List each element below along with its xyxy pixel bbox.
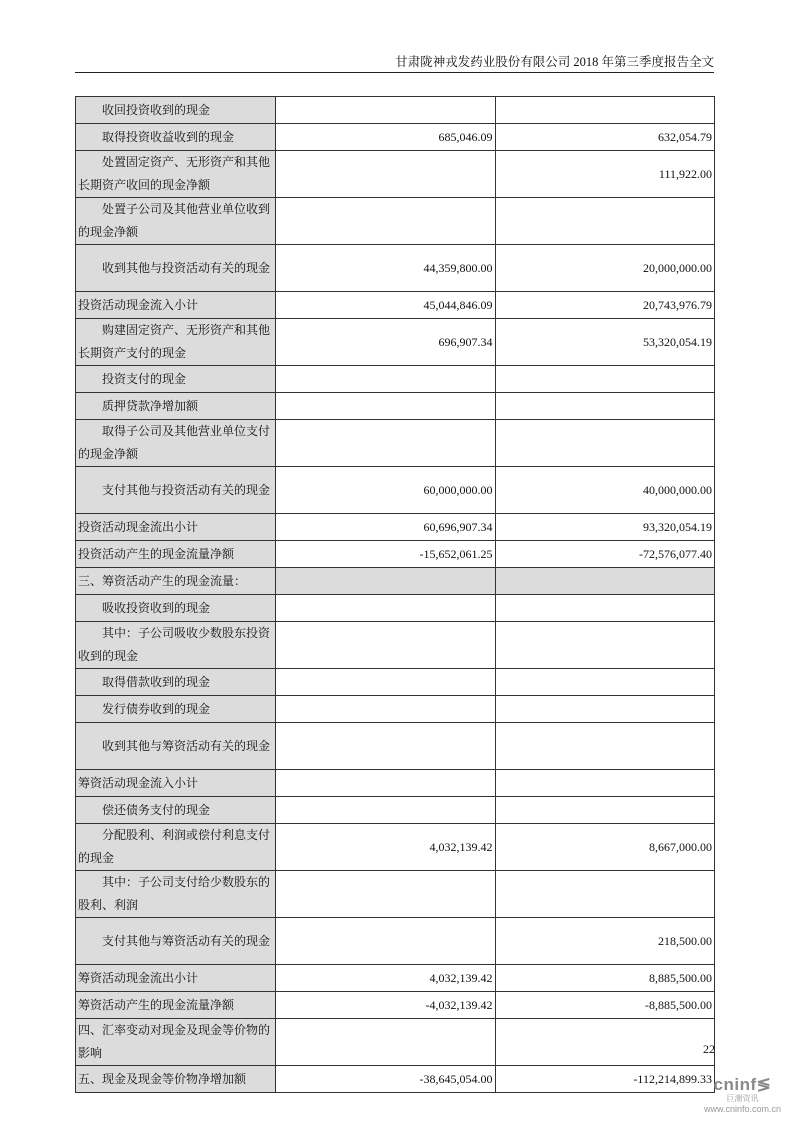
current-period-value [276, 420, 496, 467]
cninfo-swirl-icon: ≶ [756, 1075, 772, 1094]
current-period-value [276, 918, 496, 965]
row-label: 取得借款收到的现金 [76, 669, 276, 696]
row-label: 支付其他与投资活动有关的现金 [76, 467, 276, 514]
current-period-value [276, 393, 496, 420]
header-divider [75, 72, 714, 73]
previous-period-value [495, 97, 715, 124]
row-label: 支付其他与筹资活动有关的现金 [76, 918, 276, 965]
table-row [76, 595, 715, 622]
table-row [76, 292, 715, 319]
table-row [76, 918, 715, 965]
previous-period-value: 8,885,500.00 [495, 965, 715, 992]
current-period-value [276, 797, 496, 824]
logo-brand-cn: 巨潮资讯 [726, 1094, 759, 1103]
current-period-value: 4,032,139.42 [276, 824, 496, 871]
row-label: 筹资活动现金流入小计 [76, 770, 276, 797]
current-period-value: 696,907.34 [276, 319, 496, 366]
cninfo-watermark-logo [704, 1075, 781, 1114]
previous-period-value [495, 393, 715, 420]
row-label: 处置子公司及其他营业单位收到的现金净额 [76, 198, 276, 245]
current-period-value [276, 366, 496, 393]
row-label: 收回投资收到的现金 [76, 97, 276, 124]
previous-period-value [495, 770, 715, 797]
table-row [76, 696, 715, 723]
table-row [76, 366, 715, 393]
previous-period-value: 20,743,976.79 [495, 292, 715, 319]
table-row [76, 669, 715, 696]
previous-period-value: -8,885,500.00 [495, 992, 715, 1019]
current-period-value: 44,359,800.00 [276, 245, 496, 292]
previous-period-value: 53,320,054.19 [495, 319, 715, 366]
previous-period-value [495, 198, 715, 245]
previous-period-value [495, 723, 715, 770]
table-row [76, 541, 715, 568]
table-row [76, 151, 715, 198]
table-row [76, 568, 715, 595]
current-period-value [276, 723, 496, 770]
previous-period-value: 40,000,000.00 [495, 467, 715, 514]
previous-period-value [495, 568, 715, 595]
row-label: 筹资活动产生的现金流量净额 [76, 992, 276, 1019]
row-label: 投资支付的现金 [76, 366, 276, 393]
row-label: 投资活动现金流出小计 [76, 514, 276, 541]
current-period-value: 4,032,139.42 [276, 965, 496, 992]
page-number: 22 [703, 1042, 715, 1056]
row-label: 其中：子公司吸收少数股东投资收到的现金 [76, 622, 276, 669]
row-label: 取得子公司及其他营业单位支付的现金净额 [76, 420, 276, 467]
previous-period-value [495, 622, 715, 669]
table-row [76, 1066, 715, 1093]
table-row [76, 871, 715, 918]
table-row [76, 824, 715, 871]
row-label: 收到其他与投资活动有关的现金 [76, 245, 276, 292]
table-row [76, 198, 715, 245]
current-period-value [276, 871, 496, 918]
row-label: 投资活动现金流入小计 [76, 292, 276, 319]
logo-url: www.cninfo.com.cn [703, 1104, 781, 1114]
row-label: 其中：子公司支付给少数股东的股利、利润 [76, 871, 276, 918]
previous-period-value: 632,054.79 [495, 124, 715, 151]
table-row [76, 393, 715, 420]
row-label: 发行债券收到的现金 [76, 696, 276, 723]
row-label: 取得投资收益收到的现金 [76, 124, 276, 151]
previous-period-value: 111,922.00 [495, 151, 715, 198]
previous-period-value [495, 595, 715, 622]
current-period-value: -15,652,061.25 [276, 541, 496, 568]
row-label: 偿还债务支付的现金 [76, 797, 276, 824]
previous-period-value [495, 871, 715, 918]
current-period-value [276, 1019, 496, 1066]
current-period-value [276, 198, 496, 245]
previous-period-value [495, 366, 715, 393]
table-row [76, 514, 715, 541]
row-label: 筹资活动现金流出小计 [76, 965, 276, 992]
page-header-title: 甘肃陇神戎发药业股份有限公司 2018 年第三季度报告全文 [395, 55, 714, 69]
previous-period-value: -112,214,899.33 [495, 1066, 715, 1093]
table-row [76, 965, 715, 992]
row-label: 收到其他与筹资活动有关的现金 [76, 723, 276, 770]
table-row [76, 723, 715, 770]
previous-period-value [495, 797, 715, 824]
current-period-value [276, 622, 496, 669]
previous-period-value [495, 696, 715, 723]
current-period-value [276, 770, 496, 797]
table-row [76, 770, 715, 797]
previous-period-value [495, 420, 715, 467]
row-label: 质押贷款净增加额 [76, 393, 276, 420]
row-label: 三、筹资活动产生的现金流量： [76, 568, 276, 595]
current-period-value [276, 696, 496, 723]
table-row [76, 1019, 715, 1066]
row-label: 投资活动产生的现金流量净额 [76, 541, 276, 568]
row-label: 四、汇率变动对现金及现金等价物的影响 [76, 1019, 276, 1066]
previous-period-value [495, 669, 715, 696]
table-row [76, 245, 715, 292]
current-period-value [276, 669, 496, 696]
table-row [76, 420, 715, 467]
previous-period-value: 93,320,054.19 [495, 514, 715, 541]
table-row [76, 97, 715, 124]
row-label: 吸收投资收到的现金 [76, 595, 276, 622]
previous-period-value: -72,576,077.40 [495, 541, 715, 568]
table-row [76, 992, 715, 1019]
current-period-value: -38,645,054.00 [276, 1066, 496, 1093]
previous-period-value: 218,500.00 [495, 918, 715, 965]
current-period-value: 60,000,000.00 [276, 467, 496, 514]
row-label: 五、现金及现金等价物净增加额 [76, 1066, 276, 1093]
current-period-value: 45,044,846.09 [276, 292, 496, 319]
table-row [76, 467, 715, 514]
row-label: 处置固定资产、无形资产和其他长期资产收回的现金净额 [76, 151, 276, 198]
cash-flow-table [75, 96, 715, 1093]
table-row [76, 124, 715, 151]
table-row [76, 622, 715, 669]
previous-period-value: 20,000,000.00 [495, 245, 715, 292]
current-period-value [276, 595, 496, 622]
current-period-value [276, 568, 496, 595]
table-row [76, 319, 715, 366]
row-label: 分配股利、利润或偿付利息支付的现金 [76, 824, 276, 871]
row-label: 购建固定资产、无形资产和其他长期资产支付的现金 [76, 319, 276, 366]
previous-period-value: 8,667,000.00 [495, 824, 715, 871]
current-period-value: 60,696,907.34 [276, 514, 496, 541]
logo-brand: cninf≶ [713, 1075, 772, 1094]
current-period-value [276, 151, 496, 198]
previous-period-value [495, 1019, 715, 1066]
current-period-value: 685,046.09 [276, 124, 496, 151]
current-period-value [276, 97, 496, 124]
table-row [76, 797, 715, 824]
current-period-value: -4,032,139.42 [276, 992, 496, 1019]
